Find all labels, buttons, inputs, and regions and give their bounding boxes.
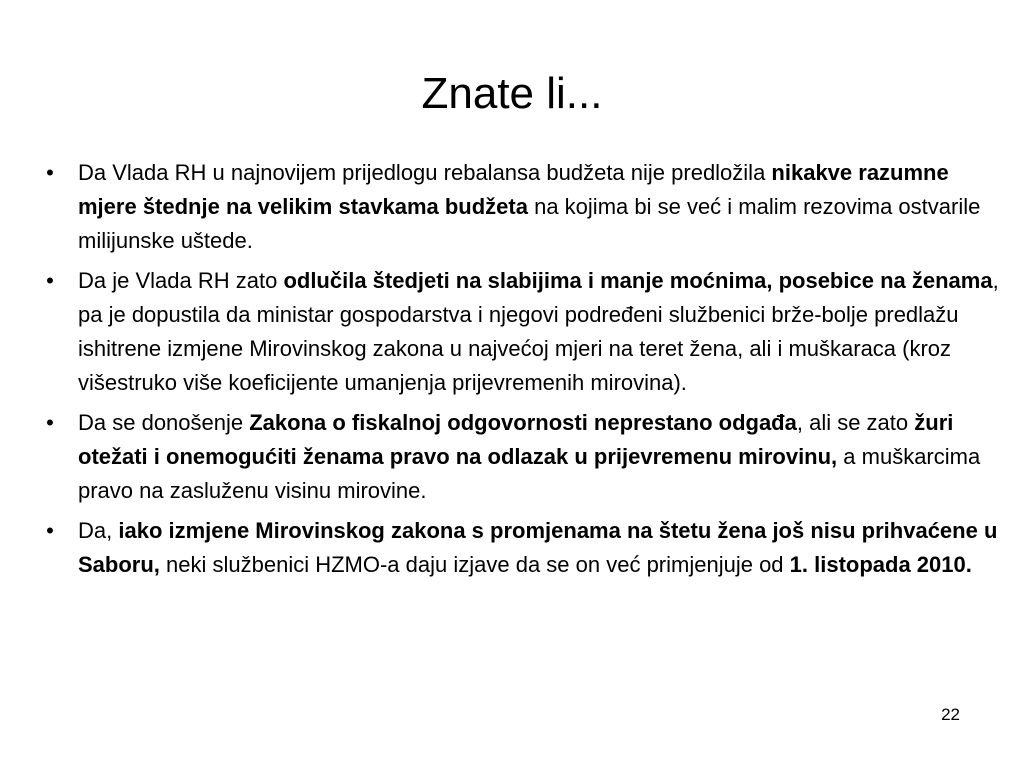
bullet-dot-icon: • [46,160,54,185]
bullet-item [40,406,1000,508]
bold-text-segment: žuri otežati i onemogućiti ženama pravo na odlazak u prijevremenu mirovinu, [78,410,954,469]
bullet-item [40,264,1000,400]
bullet-text [78,160,980,253]
bullet-dot-icon: • [46,410,54,435]
bullet-item [40,156,1000,258]
bullet-text [78,518,997,577]
text-segment: a muškarcima pravo na zasluženu visinu mirovine. [78,444,981,503]
bullet-text [78,268,999,395]
bold-text-segment: nikakve razumne mjere štednje na velikim stavkama budžeta [78,160,949,219]
text-segment: Da, [78,518,119,543]
text-segment: Da je Vlada RH zato [78,268,284,293]
text-segment: Da Vlada RH u najnovijem prijedlogu rebalansa budžeta nije predložila [78,160,772,185]
bold-text-segment: Zakona o fiskalnoj odgovornosti neprestano odgađa [249,410,797,435]
text-segment: , ali se zato [796,410,915,435]
text-segment: Da se donošenje [78,410,250,435]
slide-title: Znate li... [421,69,603,118]
bold-text-segment: 1. listopada 2010. [789,552,972,577]
bold-text-segment: iako izmjene Mirovinskog zakona s promjenama na štetu žena još nisu prihvaćene u Saboru, [78,518,998,577]
text-segment: na kojima bi se već i malim rezovima ostvarile milijunske uštede. [78,194,981,253]
text-segment: , pa je dopustila da ministar gospodarstva i njegovi podređeni službenici brže-bolje predlažu ishitrene izmjene Mirovinskog zakona u najvećoj mjeri na teret žena, ali i muškaraca (kroz višestruko više koeficijente umanjenja prijevremenih mirovina). [78,268,999,395]
slide-number: 22 [941,705,960,724]
bullet-list [40,156,1000,588]
bullet-item [40,514,1000,582]
bold-text-segment: odlučila štedjeti na slabijima i manje moćnima, posebice na ženama [283,268,993,293]
bullet-text [78,410,980,503]
bullet-dot-icon: • [46,518,54,543]
text-segment: neki službenici HZMO-a daju izjave da se on već primjenjuje od [159,552,790,577]
bullet-dot-icon: • [46,268,54,293]
